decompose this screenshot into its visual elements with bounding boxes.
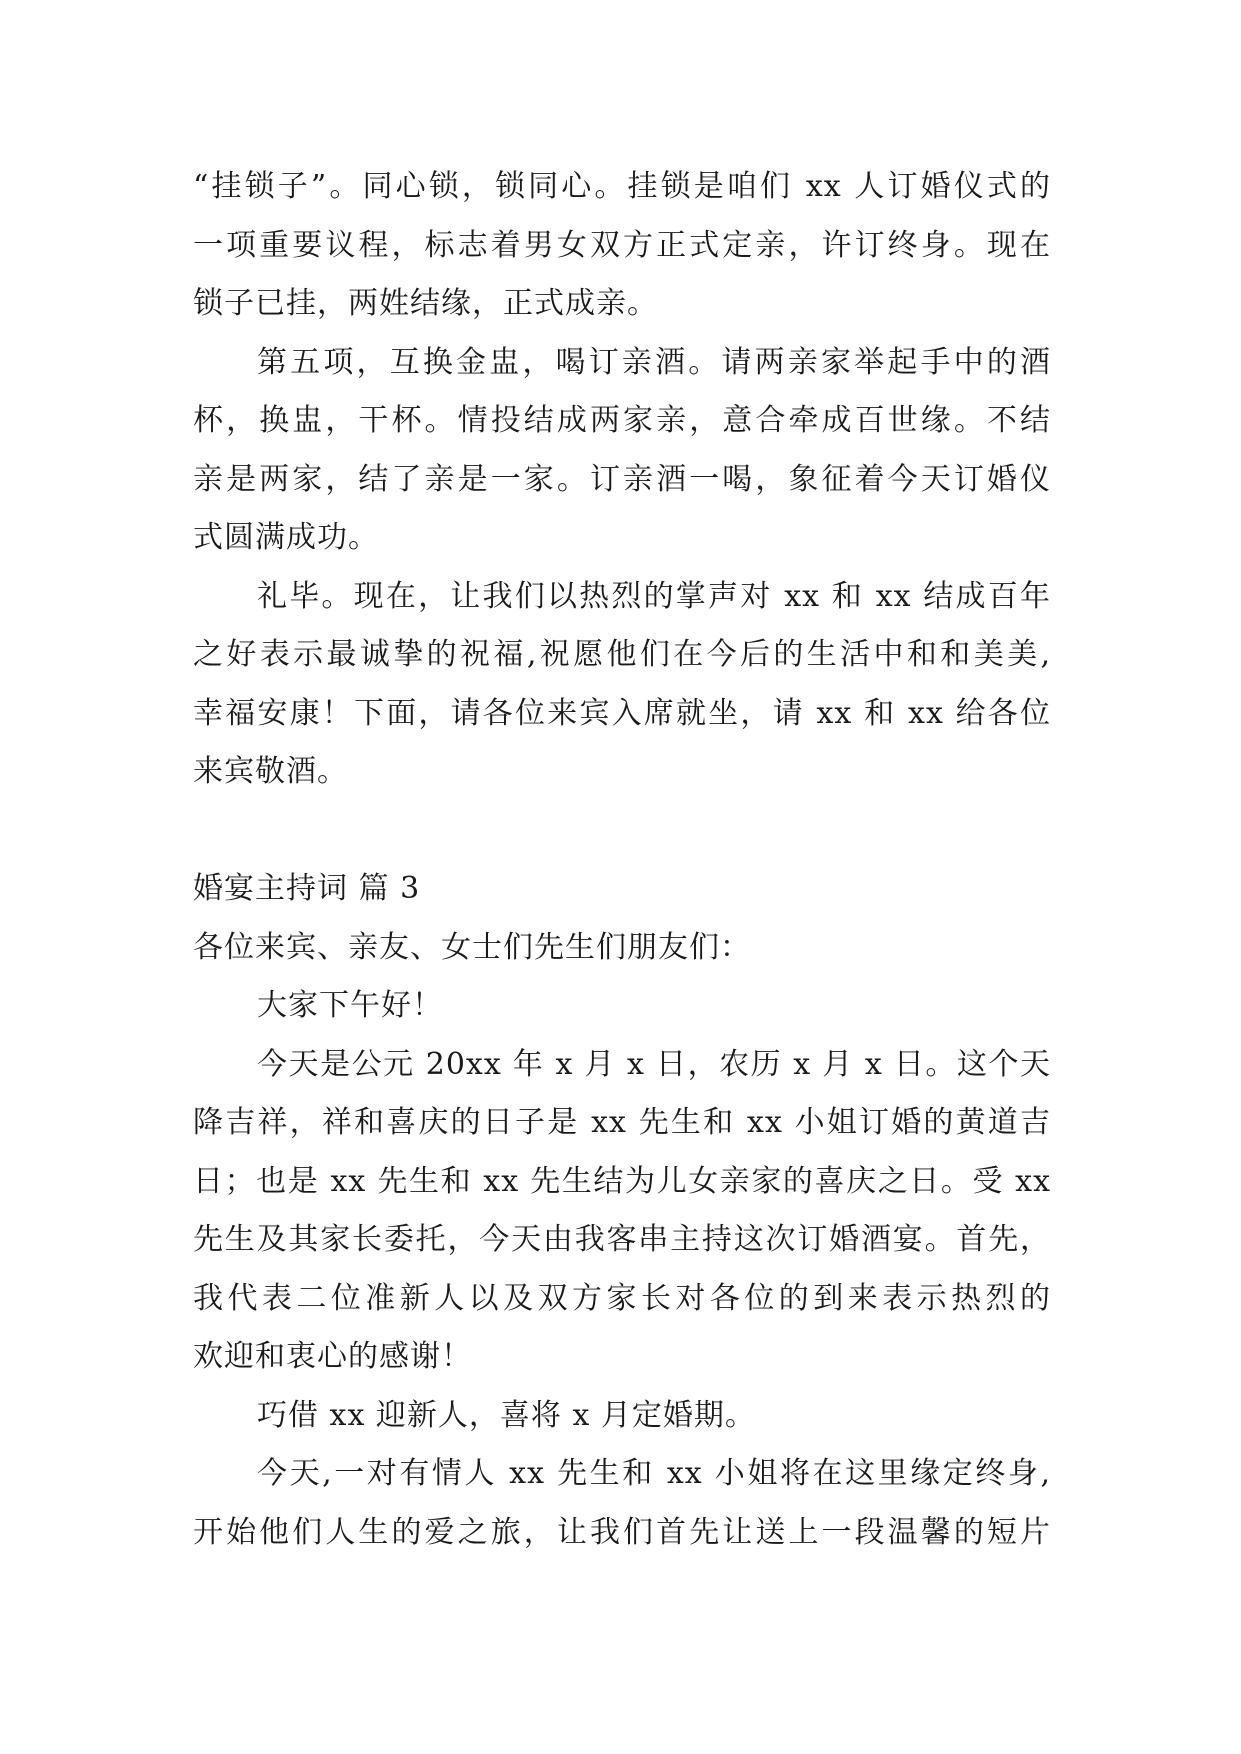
paragraph-couple-intro <box>193 1445 1051 1562</box>
text-line: 降吉祥，祥和喜庆的日子是 xx 先生和 xx 小姐订婚的黄道吉 <box>193 1105 1051 1140</box>
text-line: 杯，换盅，干杯。情投结成两家亲，意合牵成百世缘。不结 <box>193 403 1051 438</box>
paragraph-lock-ceremony <box>193 158 1051 334</box>
greeting: 大家下午好！ <box>257 988 443 1023</box>
section-title: 婚宴主持词 篇 3 <box>193 871 421 906</box>
text-line: 之好表示最诚挚的祝福,祝愿他们在今后的生活中和和美美, <box>193 637 1051 672</box>
document-page <box>193 158 1051 1562</box>
text-line: 锁子已挂，两姓结缘，正式成亲。 <box>193 286 658 321</box>
text-line: 式圆满成功。 <box>193 520 379 555</box>
text-line: 一项重要议程，标志着男女双方正式定亲，许订终身。现在 <box>193 227 1051 263</box>
text-line: 先生及其家长委托，今天由我客串主持这次订婚酒宴。首先， <box>193 1222 1051 1257</box>
text-line: 欢迎和衷心的感谢！ <box>193 1339 472 1374</box>
text-line: 幸福安康！下面，请各位来宾入席就坐，请 xx 和 xx 给各位 <box>193 695 1051 731</box>
paragraph-couplet <box>193 1387 1051 1446</box>
paragraph-exchange-cups <box>193 334 1051 568</box>
text-line: 我代表二位准新人以及双方家长对各位的到来表示热烈的 <box>193 1280 1051 1316</box>
text-line: 礼毕。现在，让我们以热烈的掌声对 xx 和 xx 结成百年 <box>257 578 1051 614</box>
spacer <box>193 802 1051 861</box>
text-line: “挂锁子”。同心锁，锁同心。挂锁是咱们 xx 人订婚仪式的 <box>193 169 1051 204</box>
salutation: 各位来宾、亲友、女士们先生们朋友们： <box>193 929 751 965</box>
text-line: 第五项，互换金盅，喝订亲酒。请两亲家举起手中的酒 <box>257 344 1051 380</box>
text-line: 巧借 xx 迎新人，喜将 x 月定婚期。 <box>257 1397 756 1433</box>
text-line: 来宾敬酒。 <box>193 754 348 789</box>
text-line: 今天,一对有情人 xx 先生和 xx 小姐将在这里缘定终身, <box>257 1456 1051 1491</box>
paragraph-opening <box>193 1036 1051 1387</box>
text-line: 开始他们人生的爱之旅，让我们首先让送上一段温馨的短片 <box>193 1514 1051 1550</box>
paragraph-ceremony-complete <box>193 568 1051 802</box>
text-line: 日；也是 xx 先生和 xx 先生结为儿女亲家的喜庆之日。受 xx <box>193 1163 1051 1199</box>
text-line: 亲是两家，结了亲是一家。订亲酒一喝，象征着今天订婚仪 <box>193 461 1051 497</box>
text-line: 今天是公元 20xx 年 x 月 x 日，农历 x 月 x 日。这个天 <box>257 1046 1051 1082</box>
